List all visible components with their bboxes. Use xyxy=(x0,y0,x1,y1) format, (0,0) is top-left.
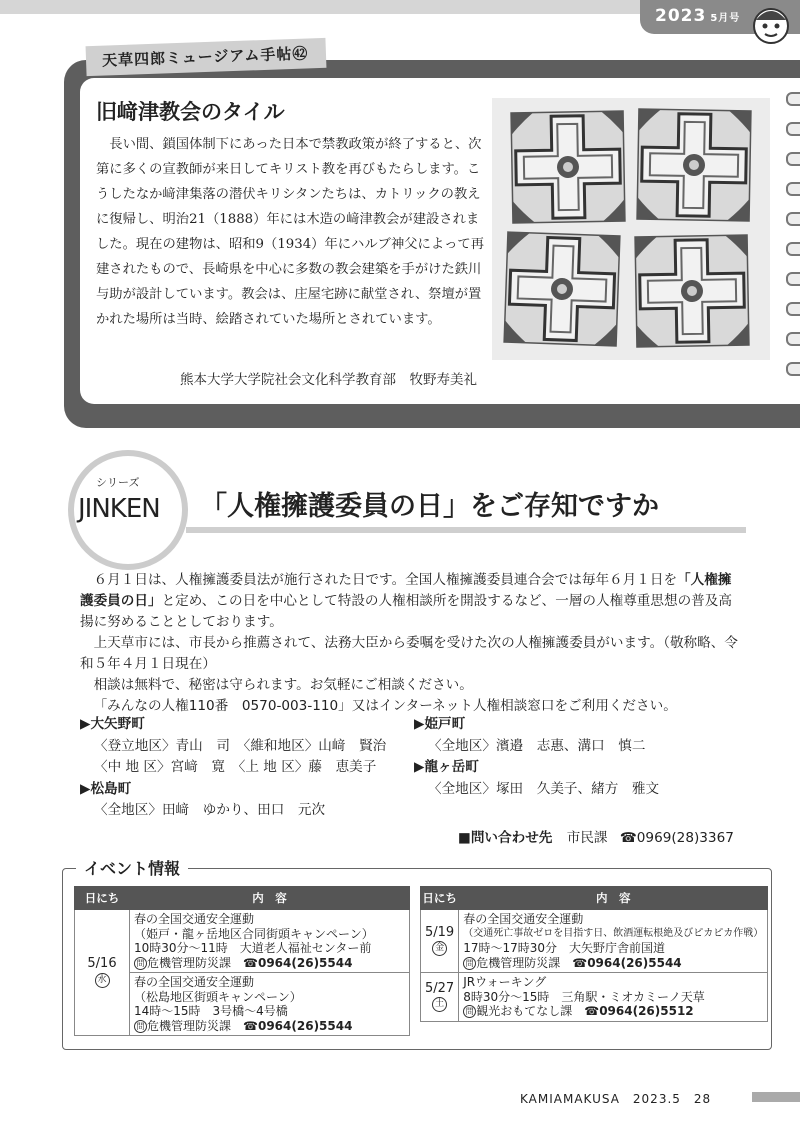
notebook-title: 旧﨑津教会のタイル xyxy=(96,99,285,124)
contact-label: ■問い合わせ先 xyxy=(458,830,553,846)
event-line: 17時～17時30分 大矢野庁舎前国道 xyxy=(463,941,666,955)
area-list-right xyxy=(414,714,744,800)
phone-icon: ☎ xyxy=(619,830,637,846)
event-line: 10時30分～11時 大道老人福祉センター前 xyxy=(134,941,372,955)
binder-ring-icon xyxy=(786,152,800,166)
table-row xyxy=(421,973,768,1022)
col-content: 内 容 xyxy=(459,887,768,910)
event-table-left xyxy=(74,886,410,1036)
phone-icon: ☎ xyxy=(243,955,258,970)
jinken-paragraph-2: 上天草市には、市長から推薦されて、法務大臣から委嘱を受けた次の人権擁護委員がいます。（敬称略、令和５年４月１日現在） xyxy=(80,635,738,672)
jinken-series-label: シリーズ xyxy=(96,476,140,489)
binder-ring-icon xyxy=(786,182,800,196)
footer-bar xyxy=(752,1092,800,1102)
inquiry-mark-icon: 問 xyxy=(134,1020,147,1033)
event-phone: 0964(26)5512 xyxy=(599,1004,694,1018)
event-line: JRウォーキング xyxy=(463,975,547,989)
area-oyano-line1: 〈登立地区〉青山 司 〈維和地区〉山﨑 賢治 xyxy=(94,737,387,754)
table-row xyxy=(421,910,768,973)
col-date: 日にち xyxy=(421,887,459,910)
event-line: 春の全国交通安全運動 xyxy=(134,975,255,989)
event-dept: 観光おもてなし課 xyxy=(476,1004,573,1018)
binder-ring-icon xyxy=(786,362,800,376)
area-oyano-line2: 〈中 地 区〉宮﨑 寛 〈上 地 区〉藤 恵美子 xyxy=(94,759,377,775)
jinken-body xyxy=(80,570,740,717)
event-dept: 危機管理防災課 xyxy=(476,955,561,970)
col-date: 日にち xyxy=(75,887,130,910)
issue-month: 5月号 xyxy=(710,13,741,24)
event-phone: 0964(26)5544 xyxy=(257,1018,353,1033)
event-line: （姫戸・龍ヶ岳地区合同街頭キャンペーン） xyxy=(134,926,374,941)
area-ryugatake-line1: 〈全地区〉塚田 久美子、緒方 雅文 xyxy=(428,780,660,797)
area-oyano: ▶大矢野町 xyxy=(80,716,145,732)
notebook-body: 長い間、鎖国体制下にあった日本で禁教政策が終了すると、次第に多くの宣教師が来日してキリスト教を再びもたらします。こうしたなか﨑津集落の潜伏キリシタンたちは、カトリックの教えに復帰し、明治21（1888）年には木造の﨑津教会が建設されました。現在の建物は、昭和9（1934）年にハルブ神父によって再建されたもので、長崎県を中心に多数の教会建築を手がけた鉄川与助が設計しています。教会は、庄屋宅跡に献堂され、祭壇が置かれた場所は当時、絵踏されていた場所とされています。 xyxy=(96,137,485,327)
event-dept: 危機管理防災課 xyxy=(147,955,232,970)
contact-phone: 0969(28)3367 xyxy=(636,830,734,846)
jinken-paragraph-4: 「みんなの人権110番 0570-003-110」又はインターネット人権相談窓口をご利用ください。 xyxy=(93,698,677,714)
binder-ring-icon xyxy=(786,272,800,286)
inquiry-mark-icon: 問 xyxy=(463,957,476,970)
inquiry-mark-icon: 問 xyxy=(134,957,147,970)
area-ryugatake: ▶龍ヶ岳町 xyxy=(414,759,479,775)
event-date xyxy=(75,910,130,1036)
phone-icon: ☎ xyxy=(243,1018,258,1033)
event-day: 土 xyxy=(432,997,447,1012)
jinken-p1c: と定め、この日を中心として特設の人権相談所を開設するなど、一層の人権尊重思想の普及高揚に努めることとしております。 xyxy=(80,593,732,630)
notebook-author: 熊本大学大学院社会文化科学教育部 牧野寿美礼 xyxy=(180,372,477,388)
phone-icon: ☎ xyxy=(584,1004,600,1018)
binder-ring-icon xyxy=(786,332,800,346)
event-line: （松島地区街頭キャンペーン） xyxy=(134,989,302,1004)
event-item xyxy=(459,910,768,973)
event-line: （交通死亡事故ゼロを目指す日、飲酒運転根絶及びピカピカ作戦） xyxy=(463,927,764,939)
inquiry-mark-icon: 問 xyxy=(463,1005,476,1018)
event-line: 14時～15時 3号橋～4号橋 xyxy=(134,1004,288,1018)
event-line: 春の全国交通安全運動 xyxy=(134,912,255,926)
phone-icon: ☎ xyxy=(572,955,588,970)
event-label: イベント情報 xyxy=(76,856,188,879)
jinken-paragraph-1 xyxy=(80,570,740,633)
event-phone: 0964(26)5544 xyxy=(587,955,682,970)
event-phone: 0964(26)5544 xyxy=(257,955,353,970)
museum-notebook-tag: 天草四郎ミュージアム手帖㊷ xyxy=(86,38,327,76)
contact-dept: 市民課 xyxy=(566,830,608,846)
contact-line xyxy=(458,826,734,846)
tile-photo xyxy=(492,98,770,360)
event-item xyxy=(130,910,410,973)
jinken-p1a: ６月１日は、人権擁護委員法が施行された日です。全国人権擁護委員連合会では毎年６月１日を xyxy=(93,572,678,588)
event-line: 春の全国交通安全運動 xyxy=(463,912,584,926)
event-day: 水 xyxy=(95,973,110,988)
event-date xyxy=(421,973,459,1022)
area-himedo-line1: 〈全地区〉濱邉 志惠、溝口 慎二 xyxy=(428,737,646,754)
event-date xyxy=(421,910,459,973)
event-line: 8時30分～15時 三角駅・ミオカミーノ天草 xyxy=(463,989,705,1004)
area-list-left xyxy=(80,714,420,822)
jinken-underline xyxy=(186,527,746,533)
jinken-word: JINKEN xyxy=(78,494,160,524)
jinken-p1b: 「人権擁護委員の日」 xyxy=(80,572,732,609)
binder-ring-icon xyxy=(786,302,800,316)
issue-year: 2023 xyxy=(655,6,707,26)
binder-ring-icon xyxy=(786,242,800,256)
event-dept: 危機管理防災課 xyxy=(147,1018,232,1033)
area-matsushima: ▶松島町 xyxy=(80,780,132,797)
area-himedo: ▶姫戸町 xyxy=(414,716,466,732)
event-table-right xyxy=(420,886,768,1022)
binder-ring-icon xyxy=(786,92,800,106)
event-day: 金 xyxy=(432,941,447,956)
mascot-icon xyxy=(748,2,794,48)
footer-text: KAMIAMAKUSA 2023.5 28 xyxy=(520,1092,712,1106)
event-item xyxy=(459,973,768,1022)
event-date-value: 5/16 xyxy=(87,956,117,972)
col-content: 内 容 xyxy=(130,887,410,910)
table-row xyxy=(75,910,410,973)
jinken-paragraph-3: 相談は無料で、秘密は守られます。お気軽にご相談ください。 xyxy=(93,677,473,693)
event-date-value: 5/19 xyxy=(425,924,455,940)
jinken-title: 「人権擁護委員の日」をご存知ですか xyxy=(200,491,659,522)
binder-ring-icon xyxy=(786,122,800,136)
area-matsushima-line1: 〈全地区〉田﨑 ゆかり、田口 元次 xyxy=(94,802,326,818)
event-date-value: 5/27 xyxy=(425,980,455,996)
binder-ring-icon xyxy=(786,212,800,226)
event-item xyxy=(130,973,410,1036)
issue-date xyxy=(655,6,740,26)
